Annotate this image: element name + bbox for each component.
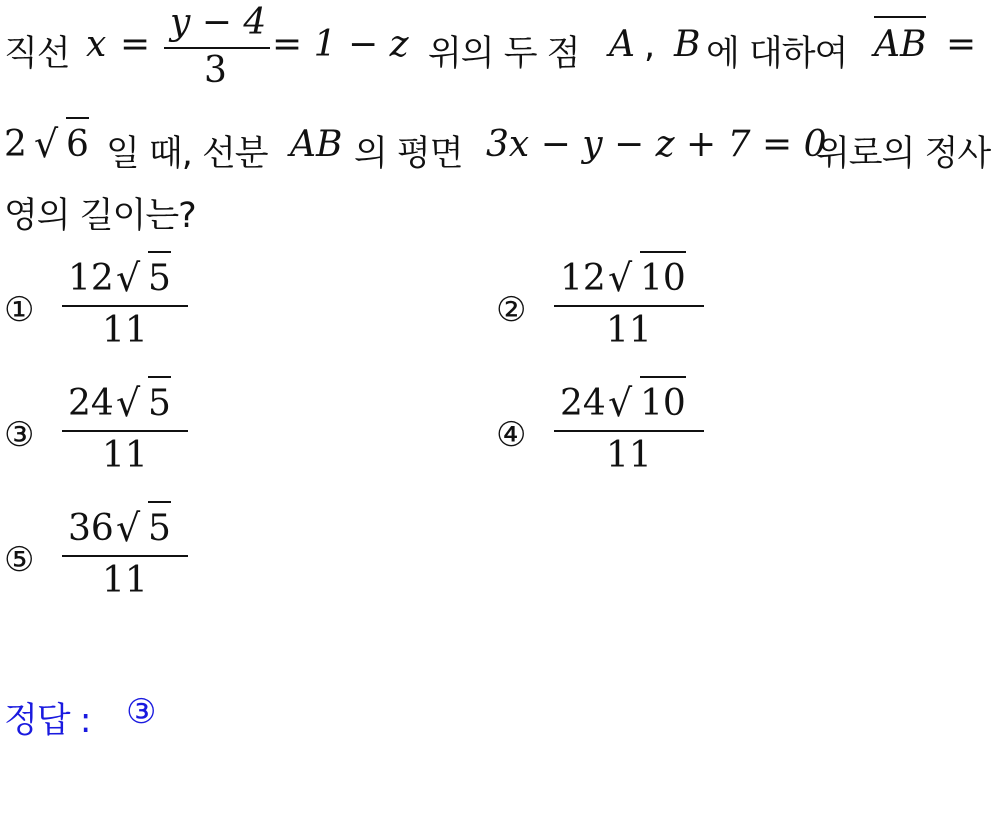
length-coefficient: 2: [4, 124, 27, 165]
choice-3-fraction-bar: [62, 430, 188, 432]
choice-5-marker[interactable]: ⑤: [4, 540, 35, 580]
text-end: 영의 길이는?: [4, 196, 196, 236]
equals-sign: =: [120, 24, 151, 65]
choice-1-den: 11: [102, 310, 148, 351]
choice-3-den: 11: [102, 435, 148, 476]
sqrt-sign: √: [116, 506, 141, 550]
plane-equation: 3x − y − z + 7 = 0: [486, 124, 827, 165]
sqrt-sign: √: [608, 381, 633, 425]
text-when: 일 때, 선분: [106, 134, 268, 174]
choice-4-marker[interactable]: ④: [496, 415, 527, 455]
choice-5-coef: 36: [68, 508, 114, 549]
choice-2-radicand: 10: [640, 251, 686, 299]
var-x: x: [86, 24, 107, 65]
answer-value: ③: [126, 692, 157, 732]
choice-3-marker[interactable]: ③: [4, 415, 35, 455]
choice-2-fraction-bar: [554, 305, 704, 307]
choice-2-coef: 12: [560, 258, 606, 299]
sqrt-sign: √: [116, 256, 141, 300]
choice-3-coef: 24: [68, 383, 114, 424]
choice-1-marker[interactable]: ①: [4, 290, 35, 330]
choice-4-radicand: 10: [640, 376, 686, 424]
sqrt-sign: √: [116, 381, 141, 425]
choice-1-fraction-bar: [62, 305, 188, 307]
sqrt-sign: √: [34, 122, 59, 166]
choice-3-radicand: 5: [148, 376, 171, 424]
length-radicand: 6: [66, 117, 89, 165]
segment-ab-2: AB: [290, 124, 343, 165]
segment-ab: AB: [874, 16, 926, 65]
choice-4-den: 11: [606, 435, 652, 476]
point-b: B: [674, 24, 701, 65]
point-a: A: [609, 24, 635, 65]
choice-5-den: 11: [102, 560, 148, 601]
answer-label: 정답 :: [4, 701, 91, 741]
text-of: 의 평면: [354, 134, 463, 174]
text-line: 직선: [4, 34, 70, 74]
choice-2-den: 11: [606, 310, 652, 351]
choice-4-coef: 24: [560, 383, 606, 424]
sqrt-sign: √: [608, 256, 633, 300]
equals-sign: =: [946, 24, 977, 65]
equation-rhs: = 1 − z: [272, 24, 409, 65]
choice-2-marker[interactable]: ②: [496, 290, 527, 330]
choice-5-radicand: 5: [148, 501, 171, 549]
choice-5-fraction-bar: [62, 555, 188, 557]
choice-4-fraction-bar: [554, 430, 704, 432]
fraction-denominator: 3: [204, 50, 227, 91]
text-onto: 위로의 정사: [816, 134, 991, 174]
comma: ,: [644, 26, 655, 66]
fraction-numerator: y − 4: [170, 2, 267, 43]
text-for: 에 대하여: [706, 34, 848, 74]
choice-1-radicand: 5: [148, 251, 171, 299]
choice-1-coef: 12: [68, 258, 114, 299]
text-on: 위의 두 점: [428, 34, 580, 74]
fraction-bar: [164, 47, 270, 49]
